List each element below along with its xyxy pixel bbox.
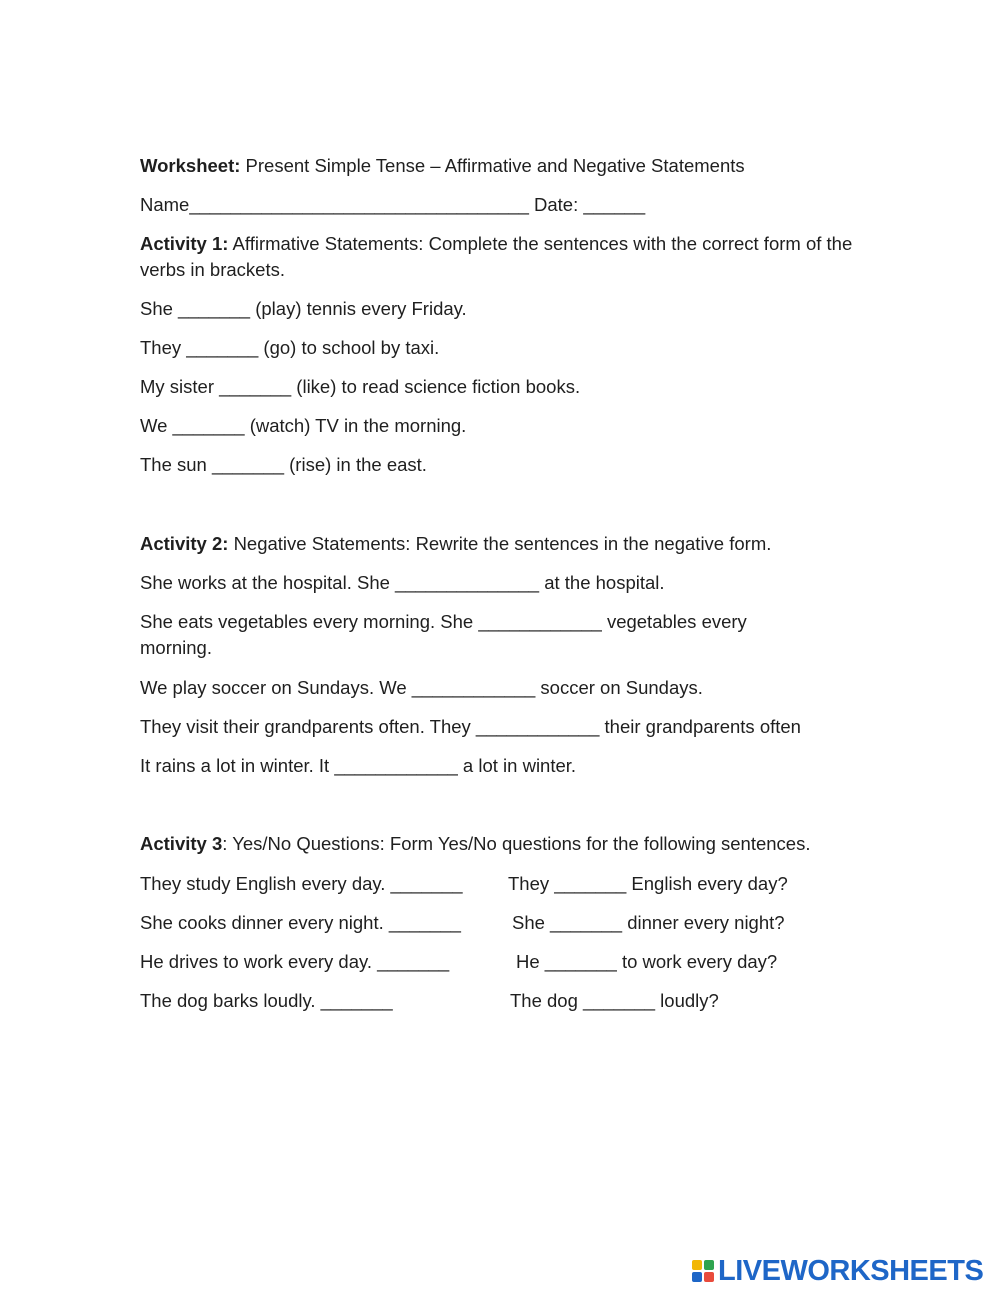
activity3-sentence: The dog barks loudly. _______ (140, 990, 393, 1011)
activity3-question: They _______ English every day? (508, 873, 788, 894)
activity1-label: Activity 1: (140, 233, 229, 254)
activity1-item: She _______ (play) tennis every Friday. (140, 298, 467, 319)
title-label: Worksheet: (140, 155, 241, 176)
logo-squares-icon (692, 1260, 714, 1282)
activity3-question: He _______ to work every day? (516, 951, 778, 972)
logo-square (692, 1260, 702, 1270)
activity2-label: Activity 2: (140, 533, 229, 554)
activity3-heading (140, 831, 811, 857)
liveworksheets-logo (692, 1256, 983, 1286)
title-text: Present Simple Tense – Affirmative and Negative Statements (245, 155, 745, 176)
activity2-heading (140, 531, 771, 557)
activity1-item: We _______ (watch) TV in the morning. (140, 415, 467, 436)
name-date-line: Name_________________________________ Date: ______ (140, 194, 646, 215)
activity2-item: She eats vegetables every morning. She ____________ vegetables every morning. (140, 611, 747, 658)
activity3-label: Activity 3 (140, 833, 223, 854)
activity2-item: She works at the hospital. She ______________ at the hospital. (140, 572, 665, 593)
activity3-instruction: : Yes/No Questions: Form Yes/No questions for the following sentences. (222, 833, 811, 854)
activity1-heading (140, 231, 855, 283)
activity3-question: She _______ dinner every night? (512, 912, 785, 933)
logo-square (704, 1260, 714, 1270)
logo-text: LIVEWORKSHEETS (718, 1254, 984, 1287)
logo-square (692, 1272, 702, 1282)
logo-square (704, 1272, 714, 1282)
activity2-item: We play soccer on Sundays. We ____________ soccer on Sundays. (140, 677, 703, 698)
activity1-item: My sister _______ (like) to read science fiction books. (140, 376, 581, 397)
activity2-item: It rains a lot in winter. It ____________ a lot in winter. (140, 755, 577, 776)
activity1-item: They _______ (go) to school by taxi. (140, 337, 440, 358)
worksheet-title (140, 153, 745, 179)
activity1-instruction: Affirmative Statements: Complete the sentences with the correct form of the verbs in brackets. (140, 233, 853, 280)
activity3-sentence: He drives to work every day. _______ (140, 951, 450, 972)
activity2-instruction: Negative Statements: Rewrite the sentences in the negative form. (233, 533, 772, 554)
activity3-sentence: She cooks dinner every night. _______ (140, 912, 461, 933)
activity3-question: The dog _______ loudly? (510, 990, 719, 1011)
activity1-item: The sun _______ (rise) in the east. (140, 454, 427, 475)
activity2-item: They visit their grandparents often. They ____________ their grandparents often (140, 716, 801, 737)
activity3-sentence: They study English every day. _______ (140, 873, 463, 894)
